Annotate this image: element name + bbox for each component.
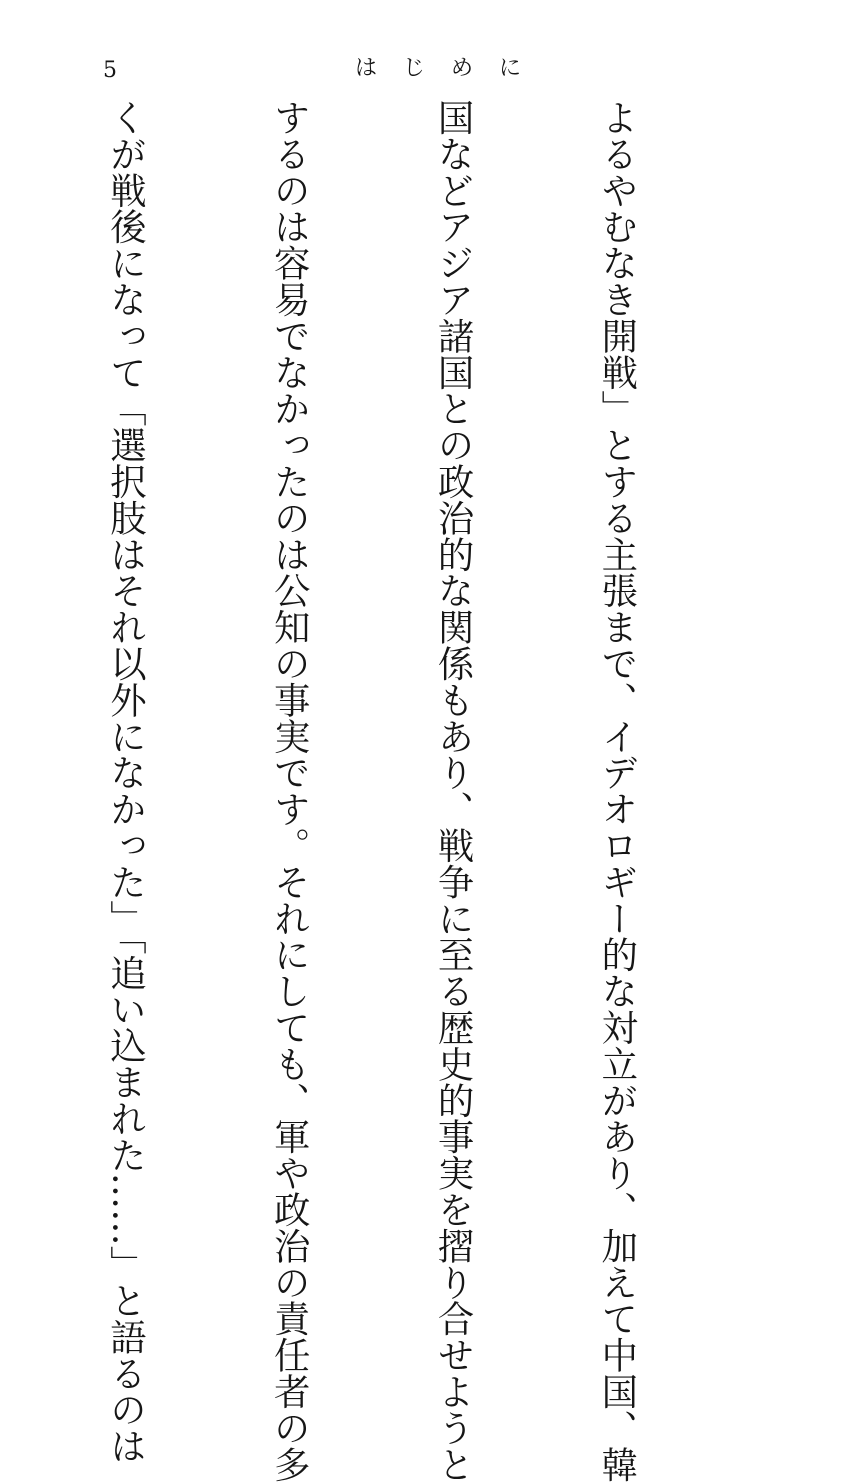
running-head: はじめに xyxy=(355,56,548,81)
text-line: 国などアジア諸国との政治的な関係もあり、戦争に至る歴史的事実を摺り合せようと xyxy=(432,99,476,1482)
page-number: 5 xyxy=(103,58,117,83)
text-line: くが戦後になって「選択肢はそれ以外になかった」「追い込まれた……」と語るのは xyxy=(104,99,148,1464)
text-line: よるやむなき開戦」とする主張まで、イデオロギー的な対立があり、加えて中国、韓 xyxy=(595,99,639,1482)
body-text xyxy=(0,99,753,1482)
text-line: するのは容易でなかったのは公知の事実です。それにしても、軍や政治の責任者の多 xyxy=(268,99,312,1482)
